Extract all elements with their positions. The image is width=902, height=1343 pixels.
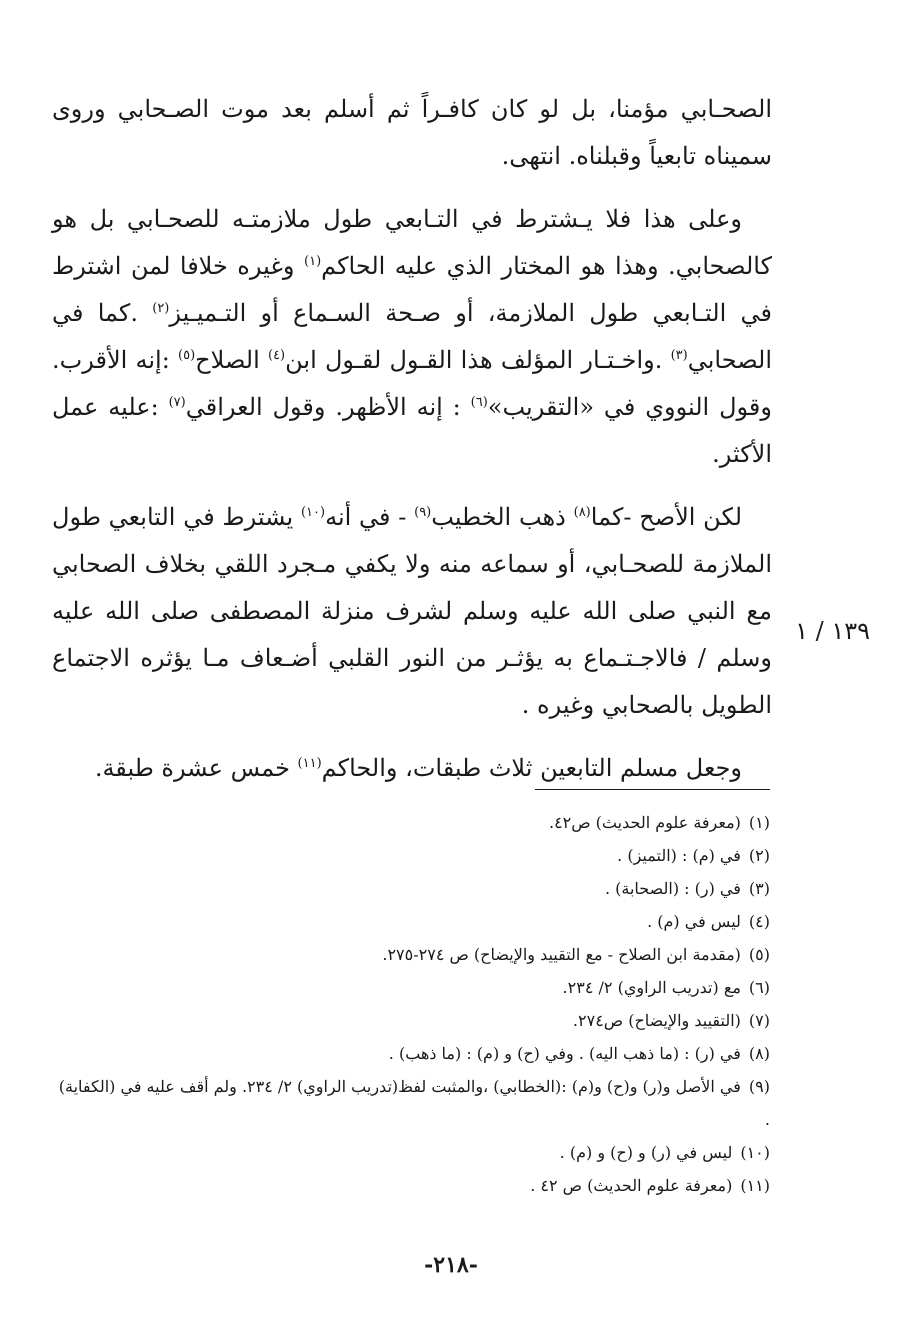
footnote-item xyxy=(50,806,770,839)
footnote-item xyxy=(50,1136,770,1169)
footnotes xyxy=(50,806,770,1202)
footnote-item xyxy=(50,1070,770,1136)
footnote-text: في (م) : (التميز) . xyxy=(617,846,741,865)
footnote-text: ليس في (ر) و (ح) و (م) . xyxy=(559,1143,733,1162)
margin-page-reference: ١٣٩ / ١ xyxy=(795,617,870,645)
footnote-text: في (ر) : (الصحابة) . xyxy=(604,879,741,898)
paragraph-text: : إنه الأظهر. وقول العراقي xyxy=(185,393,471,421)
footnote-separator xyxy=(535,789,770,790)
paragraph xyxy=(52,494,772,729)
paragraph xyxy=(52,86,772,180)
footnote-ref: (٤) xyxy=(267,348,286,363)
footnote-text: مع (تدريب الراوي) ٢/ ٢٣٤. xyxy=(562,978,741,997)
paragraph-text: ذهب الخطيب xyxy=(431,503,574,531)
footnote-item xyxy=(50,905,770,938)
footnote-ref: (٦) xyxy=(470,395,488,410)
footnote-number: (٧) xyxy=(748,1011,770,1030)
footnote-number: (٦) xyxy=(748,978,770,997)
footnote-item xyxy=(50,971,770,1004)
footnote-item xyxy=(50,1037,770,1070)
footnote-number: (١٠) xyxy=(740,1143,770,1162)
paragraph-text: :عليه عمل الأكثر. xyxy=(52,393,772,468)
paragraph-text: .واخـتـار المؤلف هذا القـول لقـول ابن xyxy=(285,346,671,374)
paragraph-text: .كما في الصحابي xyxy=(52,299,772,374)
paragraph-text: الصحـابي مؤمنا، بل لو كان كافـراً ثم أسلم بعد موت الصـحابي وروى سمیناه تابعياً وقبلناه. انتهى. xyxy=(52,95,772,170)
paragraph xyxy=(52,196,772,478)
footnote-text: (معرفة علوم الحديث) ص٤٢. xyxy=(548,813,741,832)
footnote-text: (معرفة علوم الحديث) ص ٤٢ . xyxy=(530,1176,733,1195)
footnote-number: (٢) xyxy=(748,846,770,865)
footnote-number: (٥) xyxy=(748,945,770,964)
paragraph-text: وجعل مسلم التابعين ثلاث طبقات، والحاكم xyxy=(321,754,742,782)
footnote-number: (٣) xyxy=(748,879,770,898)
paragraph-text: يشترط في التابعي طول الملازمة للصحـابي، أو سماعه منه ولا يكفي مـجرد اللقي بخلاف الصحابي مع النبي صلى الله عليه وسلم لشرف منزلة المصطفى صلى الله عليه وسلم / فالاجـتـماع به يؤثـر من النور القلبي أضـعاف مـا يؤثره الاجتماع الطويل بالصحابي وغيره . xyxy=(52,503,773,719)
footnote-ref: (٥) xyxy=(178,348,196,363)
footnote-number: (٤) xyxy=(748,912,770,931)
footnote-ref: (١٠) xyxy=(300,505,326,520)
paragraph-text: خمس عشرة طبقة. xyxy=(94,754,298,782)
footnote-item xyxy=(50,839,770,872)
paragraph xyxy=(52,745,772,792)
footnote-number: (٨) xyxy=(748,1044,770,1063)
footnote-item xyxy=(50,1004,770,1037)
footnote-text: في (ر) : (ما ذهب اليه) . وفي (ح) و (م) : (ما ذهب) . xyxy=(388,1044,741,1063)
paragraph-text: وغيره خلافا لمن اشترط في التـابعي طول الملازمة، أو صـحة السـماع أو التـميـيز xyxy=(52,252,772,327)
footnote-ref: (٢) xyxy=(152,301,170,316)
footnote-item xyxy=(50,938,770,971)
paragraph-text: - في أنه xyxy=(325,503,415,531)
footnote-ref: (٣) xyxy=(670,348,688,363)
footnote-ref: (٨) xyxy=(573,505,591,520)
footnote-text: في الأصل و(ر) و(ح) و(م) :(الخطابي) ،والمثبت لفظ(تدريب الراوي) ٢/ ٢٣٤. ولم أقف عليه في (الكفاية) . xyxy=(58,1077,770,1129)
footnote-number: (١) xyxy=(748,813,770,832)
paragraph-text: لكن الأصح -كما xyxy=(590,503,743,531)
footnote-item xyxy=(50,872,770,905)
footnote-ref: (٩) xyxy=(414,505,432,520)
footnote-ref: (١) xyxy=(304,254,322,269)
footnote-ref: (١١) xyxy=(297,756,322,771)
footnote-ref: (٧) xyxy=(168,395,186,410)
page-number: -٢١٨- xyxy=(424,1252,478,1278)
footnote-text: ليس في (م) . xyxy=(647,912,741,931)
footnote-text: (التقييد والإيضاح) ص٢٧٤. xyxy=(572,1011,741,1030)
footnote-text: (مقدمة ابن الصلاح - مع التقييد والإيضاح) ص ٢٧٤-٢٧٥. xyxy=(382,945,741,964)
paragraph-text: الصلاح xyxy=(195,346,268,374)
footnote-number: (١١) xyxy=(740,1176,770,1195)
paragraph-text: وعلى هذا فلا يـشترط في التـابعي طول ملازمتـه للصحـابي بل هو كالصحابي. وهذا هو المختار الذي عليه الحاكم xyxy=(52,205,773,280)
footnote-item xyxy=(50,1169,770,1202)
paragraph-text: :إنه الأقرب. وقول النووي في «التقريب» xyxy=(52,346,772,421)
footnote-number: (٩) xyxy=(748,1077,770,1096)
main-text xyxy=(52,86,772,792)
